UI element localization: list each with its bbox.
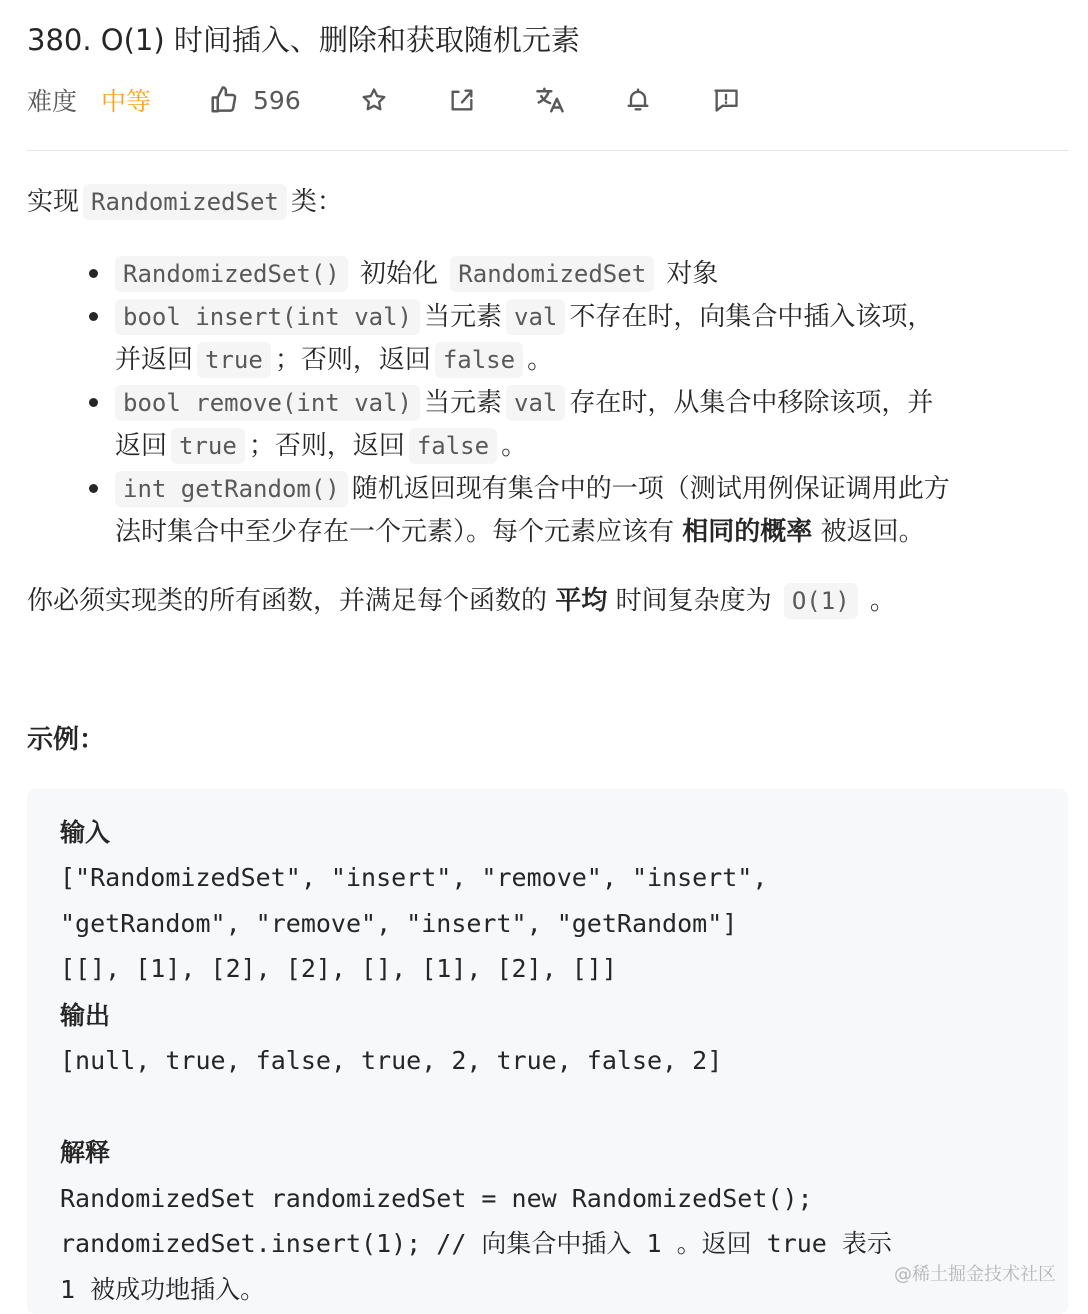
bullet-text: ；否则，返回 <box>248 431 405 461</box>
inline-code: val <box>506 299 565 335</box>
code-line: ["RandomizedSet", "insert", "remove", "insert", <box>60 863 768 892</box>
difficulty-label: 难度 <box>27 87 78 116</box>
like-count: 596 <box>253 85 301 115</box>
bullet-item-1 <box>111 252 718 296</box>
inline-code: O(1) <box>784 583 858 619</box>
star-icon <box>360 86 388 114</box>
bullet-text: 不存在时，向集合中插入该项， <box>569 302 934 332</box>
bullet-text: 法时集合中至少存在一个元素）。每个元素应该有 <box>115 517 675 547</box>
bullet-item-3-cont <box>115 424 527 468</box>
inline-code: true <box>197 342 271 378</box>
inline-code: bool remove(int val) <box>115 385 420 421</box>
code-line: RandomizedSet randomizedSet = new RandomizedSet(); <box>60 1184 813 1213</box>
code-line: [[], [1], [2], [2], [], [1], [2], []] <box>60 954 617 983</box>
like-button[interactable] <box>209 85 301 115</box>
example-code-block <box>27 789 1068 1314</box>
bullet-text: 随机返回现有集合中的一项（测试用例保证调用此方 <box>351 474 950 504</box>
bullet-dot <box>89 269 98 278</box>
header-divider <box>27 150 1068 151</box>
bell-icon <box>624 86 652 114</box>
emphasis-text: 相同的概率 <box>682 517 813 547</box>
inline-code: true <box>171 428 245 464</box>
notification-button[interactable] <box>623 85 653 115</box>
watermark: @稀土掘金技术社区 <box>894 1264 1056 1285</box>
favorite-button[interactable] <box>359 85 389 115</box>
bullet-text: 当元素 <box>423 302 502 332</box>
code-line: 1 被成功地插入。 <box>60 1275 266 1304</box>
bullet-text: 对象 <box>666 259 719 289</box>
share-button[interactable] <box>447 85 477 115</box>
bullet-dot <box>89 484 98 493</box>
intro-line <box>27 180 343 224</box>
inline-code: false <box>409 428 497 464</box>
requirement-line <box>27 579 896 623</box>
bullet-item-4 <box>111 467 950 511</box>
inline-code: false <box>435 342 523 378</box>
bullet-text: 当元素 <box>423 388 502 418</box>
translate-icon <box>535 85 565 115</box>
feedback-icon <box>712 86 740 114</box>
bullet-text: 初始化 <box>360 259 439 289</box>
requirement-text: 你必须实现类的所有函数，并满足每个函数的 <box>27 586 548 616</box>
inline-code: val <box>506 385 565 421</box>
emphasis-text: 平均 <box>555 586 608 616</box>
inline-code: RandomizedSet <box>83 184 287 220</box>
requirement-text: 时间复杂度为 <box>615 586 772 616</box>
code-line: [null, true, false, true, 2, true, false, 2] <box>60 1046 723 1075</box>
bullet-text: 存在时，从集合中移除该项，并 <box>569 388 934 418</box>
bullet-text: 返回 <box>115 431 168 461</box>
requirement-text: 。 <box>869 586 896 616</box>
bullet-dot <box>89 398 98 407</box>
intro-suffix: 类： <box>290 187 343 217</box>
bullet-text: 。 <box>501 431 528 461</box>
feedback-button[interactable] <box>711 85 741 115</box>
bullet-item-4-cont <box>115 510 925 554</box>
bullet-dot <box>89 312 98 321</box>
code-line: randomizedSet.insert(1); // 向集合中插入 1 。返回 true 表示 <box>60 1229 892 1258</box>
translate-button[interactable] <box>535 85 565 115</box>
problem-meta-bar <box>27 78 741 122</box>
bullet-item-2-cont <box>115 338 553 382</box>
explain-label: 解释 <box>60 1138 111 1167</box>
bullet-text: 并返回 <box>115 345 194 375</box>
example-heading: 示例： <box>27 725 106 755</box>
thumbs-up-icon <box>209 85 239 115</box>
share-icon <box>448 86 476 114</box>
inline-code: RandomizedSet <box>450 256 654 292</box>
bullet-item-3 <box>111 381 933 425</box>
bullet-text: 。 <box>527 345 554 375</box>
bullet-item-2 <box>111 295 933 339</box>
problem-title: 380. O(1) 时间插入、删除和获取随机元素 <box>27 23 580 57</box>
input-label: 输入 <box>60 818 111 847</box>
bullet-text: 被返回。 <box>820 517 925 547</box>
intro-prefix: 实现 <box>27 187 80 217</box>
output-label: 输出 <box>60 1001 111 1030</box>
bullet-text: ；否则，返回 <box>274 345 431 375</box>
inline-code: RandomizedSet() <box>115 256 348 292</box>
code-line: "getRandom", "remove", "insert", "getRandom"] <box>60 909 738 938</box>
inline-code: int getRandom() <box>115 471 348 507</box>
difficulty-badge: 中等 <box>101 87 152 116</box>
inline-code: bool insert(int val) <box>115 299 420 335</box>
